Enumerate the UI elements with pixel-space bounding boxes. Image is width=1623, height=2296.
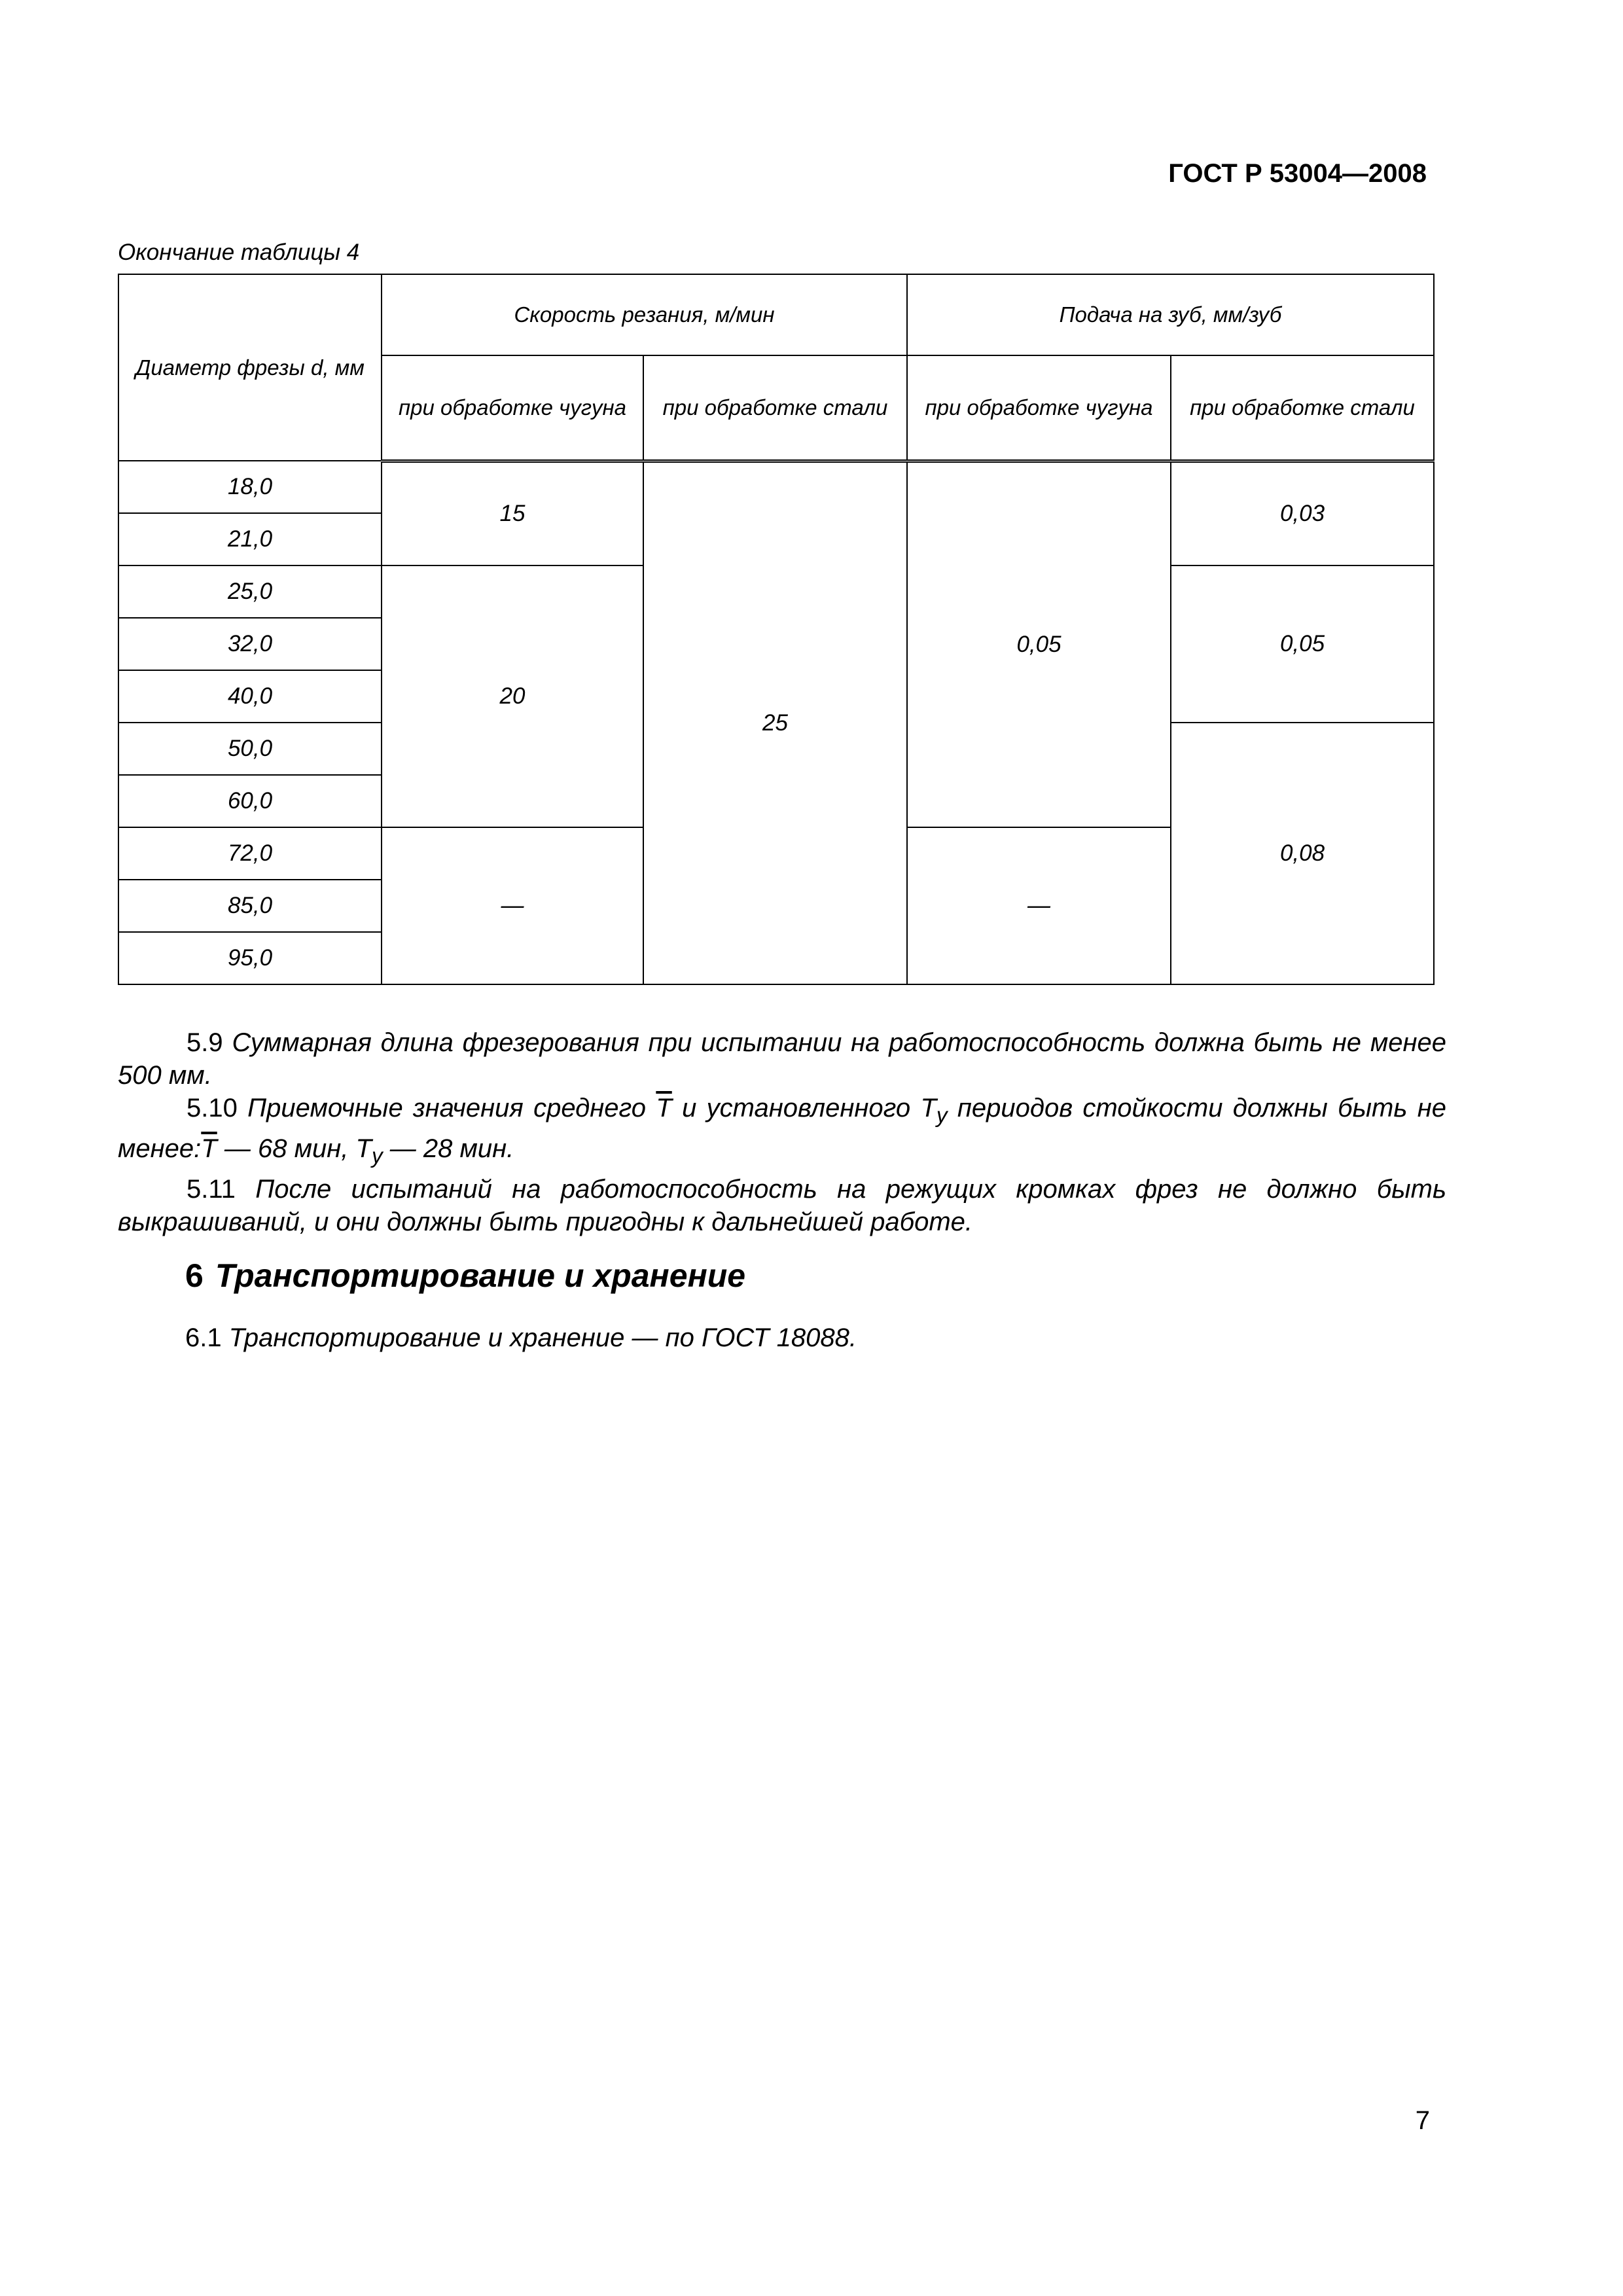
clause-text: и установленного <box>682 1094 911 1122</box>
table-caption: Окончание таблицы 4 <box>118 240 360 265</box>
mean-life-symbol: $\overline{T}$ <box>201 1134 217 1163</box>
header-diameter: Диаметр фрезы d, мм <box>118 274 382 461</box>
diameter-cell: 40,0 <box>118 670 382 723</box>
speed-cast-iron-cell: 20 <box>382 565 643 827</box>
clause-6-1 <box>185 1323 857 1353</box>
clause-number: 5.11 <box>187 1175 236 1204</box>
clause-text: После испытаний на работоспособность на режущих кромках фрез не должно быть выкрашиваний, и они должны быть пригодны к дальнейшей работе. <box>118 1175 1446 1236</box>
subscript-y: у <box>936 1103 948 1128</box>
clause-text: Суммарная длина фрезерования при испытании на работоспособность должна быть не менее 500 мм. <box>118 1028 1446 1090</box>
speed-cast-iron-cell: 15 <box>382 461 643 565</box>
diameter-cell: 21,0 <box>118 513 382 565</box>
mean-life-symbol: $\overline{T}$ <box>656 1094 672 1122</box>
feed-steel-cell: 0,08 <box>1171 723 1434 984</box>
header-cutting-speed: Скорость резания, м/мин <box>382 274 907 355</box>
speed-steel-cell: 25 <box>643 461 907 984</box>
header-feed-cast-iron: при обработке чугуна <box>907 355 1171 461</box>
feed-cast-iron-cell: 0,05 <box>907 461 1171 827</box>
header-speed-cast-iron: при обработке чугуна <box>382 355 643 461</box>
clause-5-9 <box>118 1026 1446 1092</box>
clause-text: периодов стойкости должны быть не менее: <box>118 1094 1446 1163</box>
page-number: 7 <box>1415 2106 1430 2135</box>
diameter-cell: 25,0 <box>118 565 382 618</box>
diameter-cell: 50,0 <box>118 723 382 775</box>
diameter-cell: 95,0 <box>118 932 382 984</box>
header-speed-steel: при обработке стали <box>643 355 907 461</box>
set-life-symbol: T <box>355 1134 372 1163</box>
clauses-5 <box>118 1026 1446 1238</box>
clause-number: 5.10 <box>187 1094 238 1122</box>
subscript-y: у <box>371 1144 383 1168</box>
document-code: ГОСТ Р 53004—2008 <box>1168 159 1427 188</box>
diameter-cell: 60,0 <box>118 775 382 827</box>
clause-number: 5.9 <box>187 1028 223 1057</box>
mean-life-value: — 68 мин, <box>224 1134 349 1163</box>
diameter-cell: 72,0 <box>118 827 382 880</box>
header-feed-steel: при обработке стали <box>1171 355 1434 461</box>
diameter-cell: 85,0 <box>118 880 382 932</box>
table-container <box>118 274 1435 985</box>
clause-5-10 <box>118 1092 1446 1173</box>
clause-text: Приемочные значения среднего <box>247 1094 647 1122</box>
diameter-cell: 32,0 <box>118 618 382 670</box>
feed-steel-cell: 0,03 <box>1171 461 1434 565</box>
clause-number: 6.1 <box>185 1323 222 1352</box>
diameter-cell: 18,0 <box>118 461 382 513</box>
section-6-title <box>185 1257 745 1295</box>
feed-steel-cell: 0,05 <box>1171 565 1434 723</box>
clause-5-11 <box>118 1173 1446 1238</box>
header-feed-per-tooth: Подача на зуб, мм/зуб <box>907 274 1434 355</box>
section-number: 6 <box>185 1257 204 1294</box>
set-life-value: — 28 мин. <box>389 1134 514 1163</box>
speed-cast-iron-cell: — <box>382 827 643 984</box>
feed-cast-iron-cell: — <box>907 827 1171 984</box>
set-life-symbol: T <box>920 1094 936 1122</box>
section-title-text: Транспортирование и хранение <box>215 1257 746 1294</box>
cutting-data-table <box>118 274 1435 985</box>
clause-text: Транспортирование и хранение — по ГОСТ 18088. <box>228 1323 857 1352</box>
